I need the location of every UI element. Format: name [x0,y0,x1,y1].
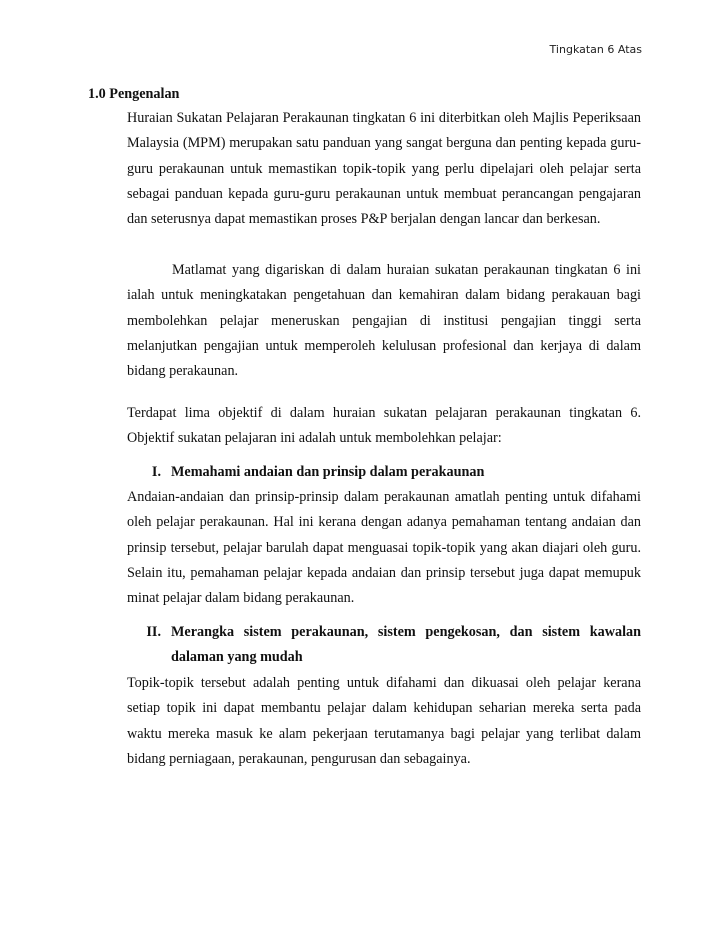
objective-2-body: Topik-topik tersebut adalah penting untuk difahami dan dikuasai oleh pelajar kerana setiap topik ini dapat membantu pelajar dalam kehidupan seharian mereka serta pada waktu mereka masuk ke alam pekerjaan terutamanya bagi pelajar yang terlibat dalam bidang perniagaan, perakaunan, pengurusan dan sebagainya. [127,675,641,767]
page-header: Tingkatan 6 Atas [549,43,642,56]
section-heading: 1.0 Pengenalan [88,86,180,102]
objective-2-title: Merangka sistem perakaunan, sistem pengekosan, dan sistem kawalan dalaman yang mudah [171,624,641,666]
intro-paragraph: Huraian Sukatan Pelajaran Perakaunan tingkatan 6 ini diterbitkan oleh Majlis Peperiksaan Malaysia (MPM) merupakan satu panduan yang sangat berguna dan penting kepada guru-guru perakaunan untuk memastikan topik-topik yang perlu dipelajari oleh pelajar serta sebagai panduan kepada guru-guru perakaunan untuk membuat perancangan pengajaran dan seterusnya dapat memastikan proses P&P berjalan dengan lancar dan berkesan. [127,110,641,228]
objective-2-numeral: II. [146,624,161,640]
goal-paragraph: Matlamat yang digariskan di dalam huraian sukatan perakaunan tingkatan 6 ini ialah untuk meningkatakan pengetahuan dan kemahiran dalam bidang perakauan bagi membolehkan pelajar meneruskan pengajian di institusi pengajian tinggi serta melanjutkan pengajian untuk memperoleh kelulusan profesional dan kerjaya di dalam bidang perakaunan. [127,262,641,380]
objective-1-numeral: I. [151,464,161,480]
objectives-intro-paragraph: Terdapat lima objektif di dalam huraian sukatan pelajaran perakaunan tingkatan 6. Objektif sukatan pelajaran ini adalah untuk membolehkan pelajar: [127,405,641,447]
objective-1-body: Andaian-andaian dan prinsip-prinsip dalam perakaunan amatlah penting untuk difahami oleh pelajar perakaunan. Hal ini kerana dengan adanya pemahaman tentang andaian dan prinsip tersebut, pelajar barulah dapat menguasai topik-topik yang akan diajari oleh guru. Selain itu, pemahaman pelajar kepada andaian dan prinsip tersebut juga dapat memupuk minat pelajar dalam bidang perakaunan. [127,489,641,607]
objective-1-title: Memahami andaian dan prinsip dalam perakaunan [171,464,485,480]
